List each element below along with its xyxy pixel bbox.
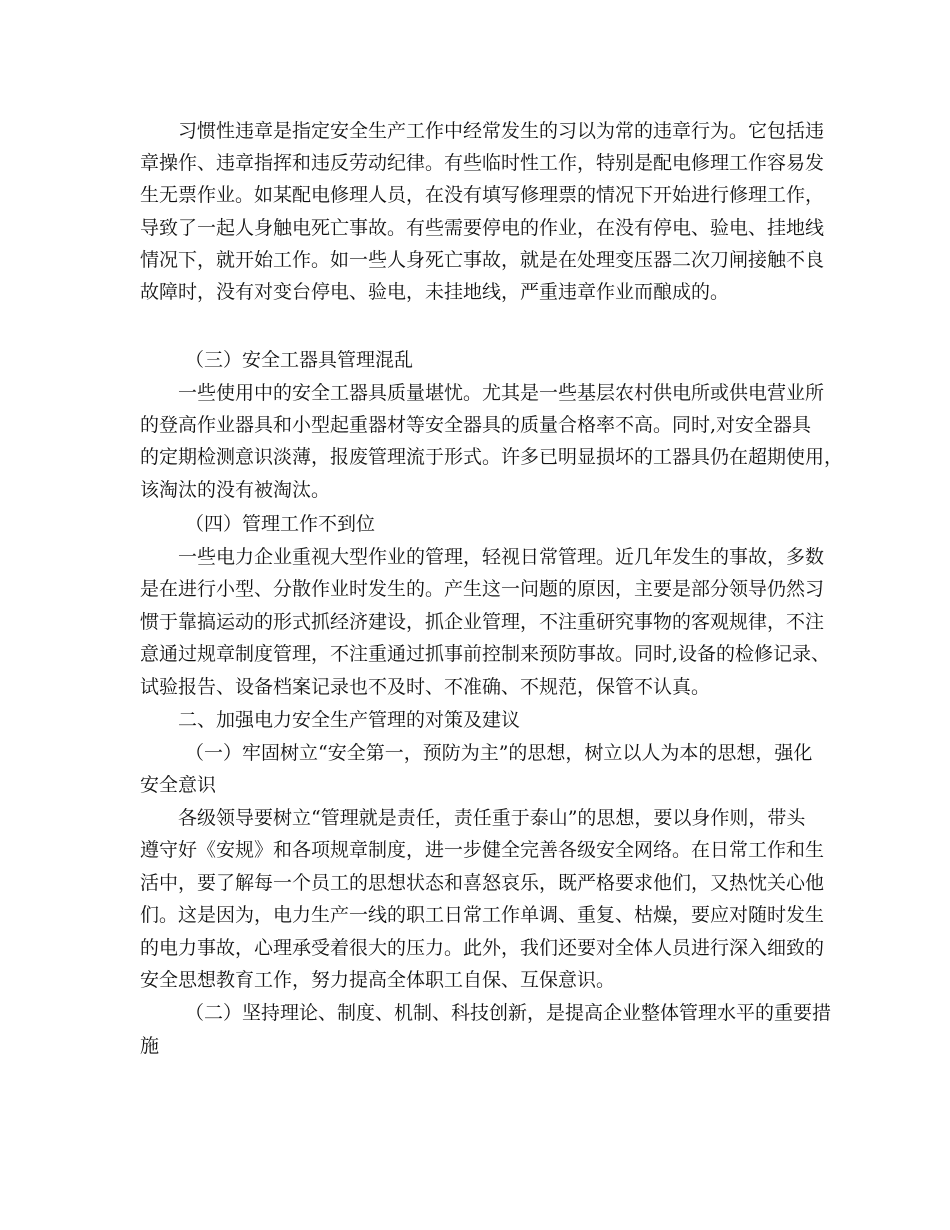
paragraph-line: 安全思想教育工作，努力提高全体职工自保、互保意识。 xyxy=(140,969,616,991)
paragraph-line: 一些使用中的安全工器具质量堪忧。尤其是一些基层农村供电所或供电营业所 xyxy=(178,382,825,404)
paragraph-line: 导致了一起人身触电死亡事故。有些需要停电的作业，在没有停电、验电、挂地线 xyxy=(140,217,825,239)
paragraph-line: 习惯性违章是指定安全生产工作中经常发生的习以为常的违章行为。它包括违 xyxy=(178,120,825,142)
section-heading: （四）管理工作不到位 xyxy=(185,513,376,535)
section-heading: 二、加强电力安全生产管理的对策及建议 xyxy=(178,709,521,731)
paragraph-line: 遵守好《安规》和各项规章制度，进一步健全完善各级安全网络。在日常工作和生 xyxy=(140,839,825,861)
paragraph-line: 们。这是因为，电力生产一线的职工日常工作单调、重复、枯燥，要应对随时发生 xyxy=(140,904,825,926)
paragraph-line: 的定期检测意识淡薄，报废管理流于形式。许多已明显损坏的工器具仍在超期使用， xyxy=(140,446,844,468)
subsection-heading-continued: 安全意识 xyxy=(140,774,217,796)
subsection-heading: （一）牢固树立“安全第一，预防为主”的思想，树立以人为本的思想，强化 xyxy=(185,742,813,764)
paragraph-line: 故障时，没有对变台停电、验电，未挂地线，严重违章作业而酿成的。 xyxy=(140,281,730,303)
section-heading: （三）安全工器具管理混乱 xyxy=(185,349,414,371)
subsection-heading-continued: 施 xyxy=(140,1035,160,1057)
paragraph-line: 情况下，就开始工作。如一些人身死亡事故，就是在处理变压器二次刀闸接触不良 xyxy=(140,249,825,271)
paragraph-line: 试验报告、设备档案记录也不及时、不准确、不规范，保管不认真。 xyxy=(140,676,711,698)
subsection-heading: （二）坚持理论、制度、机制、科技创新，是提高企业整体管理水平的重要措 xyxy=(185,1002,832,1024)
paragraph-line: 惯于靠搞运动的形式抓经济建设，抓企业管理，不注重研究事物的客观规律，不注 xyxy=(140,611,825,633)
paragraph-line: 一些电力企业重视大型作业的管理，轻视日常管理。近几年发生的事故，多数 xyxy=(178,546,825,568)
paragraph-line: 的电力事故，心理承受着很大的压力。此外，我们还要对全体人员进行深入细致的 xyxy=(140,937,825,959)
paragraph-line: 章操作、违章指挥和违反劳动纪律。有些临时性工作，特别是配电修理工作容易发 xyxy=(140,152,825,174)
paragraph-line: 各级领导要树立“管理就是责任，责任重于泰山”的思想，要以身作则，带头 xyxy=(178,807,806,829)
paragraph-line: 活中，要了解每一个员工的思想状态和喜怒哀乐，既严格要求他们，又热忱关心他 xyxy=(140,872,825,894)
paragraph-line: 意通过规章制度管理，不注重通过抓事前控制来预防事故。同时,设备的检修记录、 xyxy=(140,643,831,665)
paragraph-line: 生无票作业。如某配电修理人员，在没有填写修理票的情况下开始进行修理工作， xyxy=(140,184,825,206)
paragraph-line: 该淘汰的没有被淘汰。 xyxy=(140,479,331,501)
paragraph-line: 是在进行小型、分散作业时发生的。产生这一问题的原因，主要是部分领导仍然习 xyxy=(140,578,825,600)
paragraph-line: 的登高作业器具和小型起重器材等安全器具的质量合格率不高。同时,对安全器具 xyxy=(140,414,812,436)
